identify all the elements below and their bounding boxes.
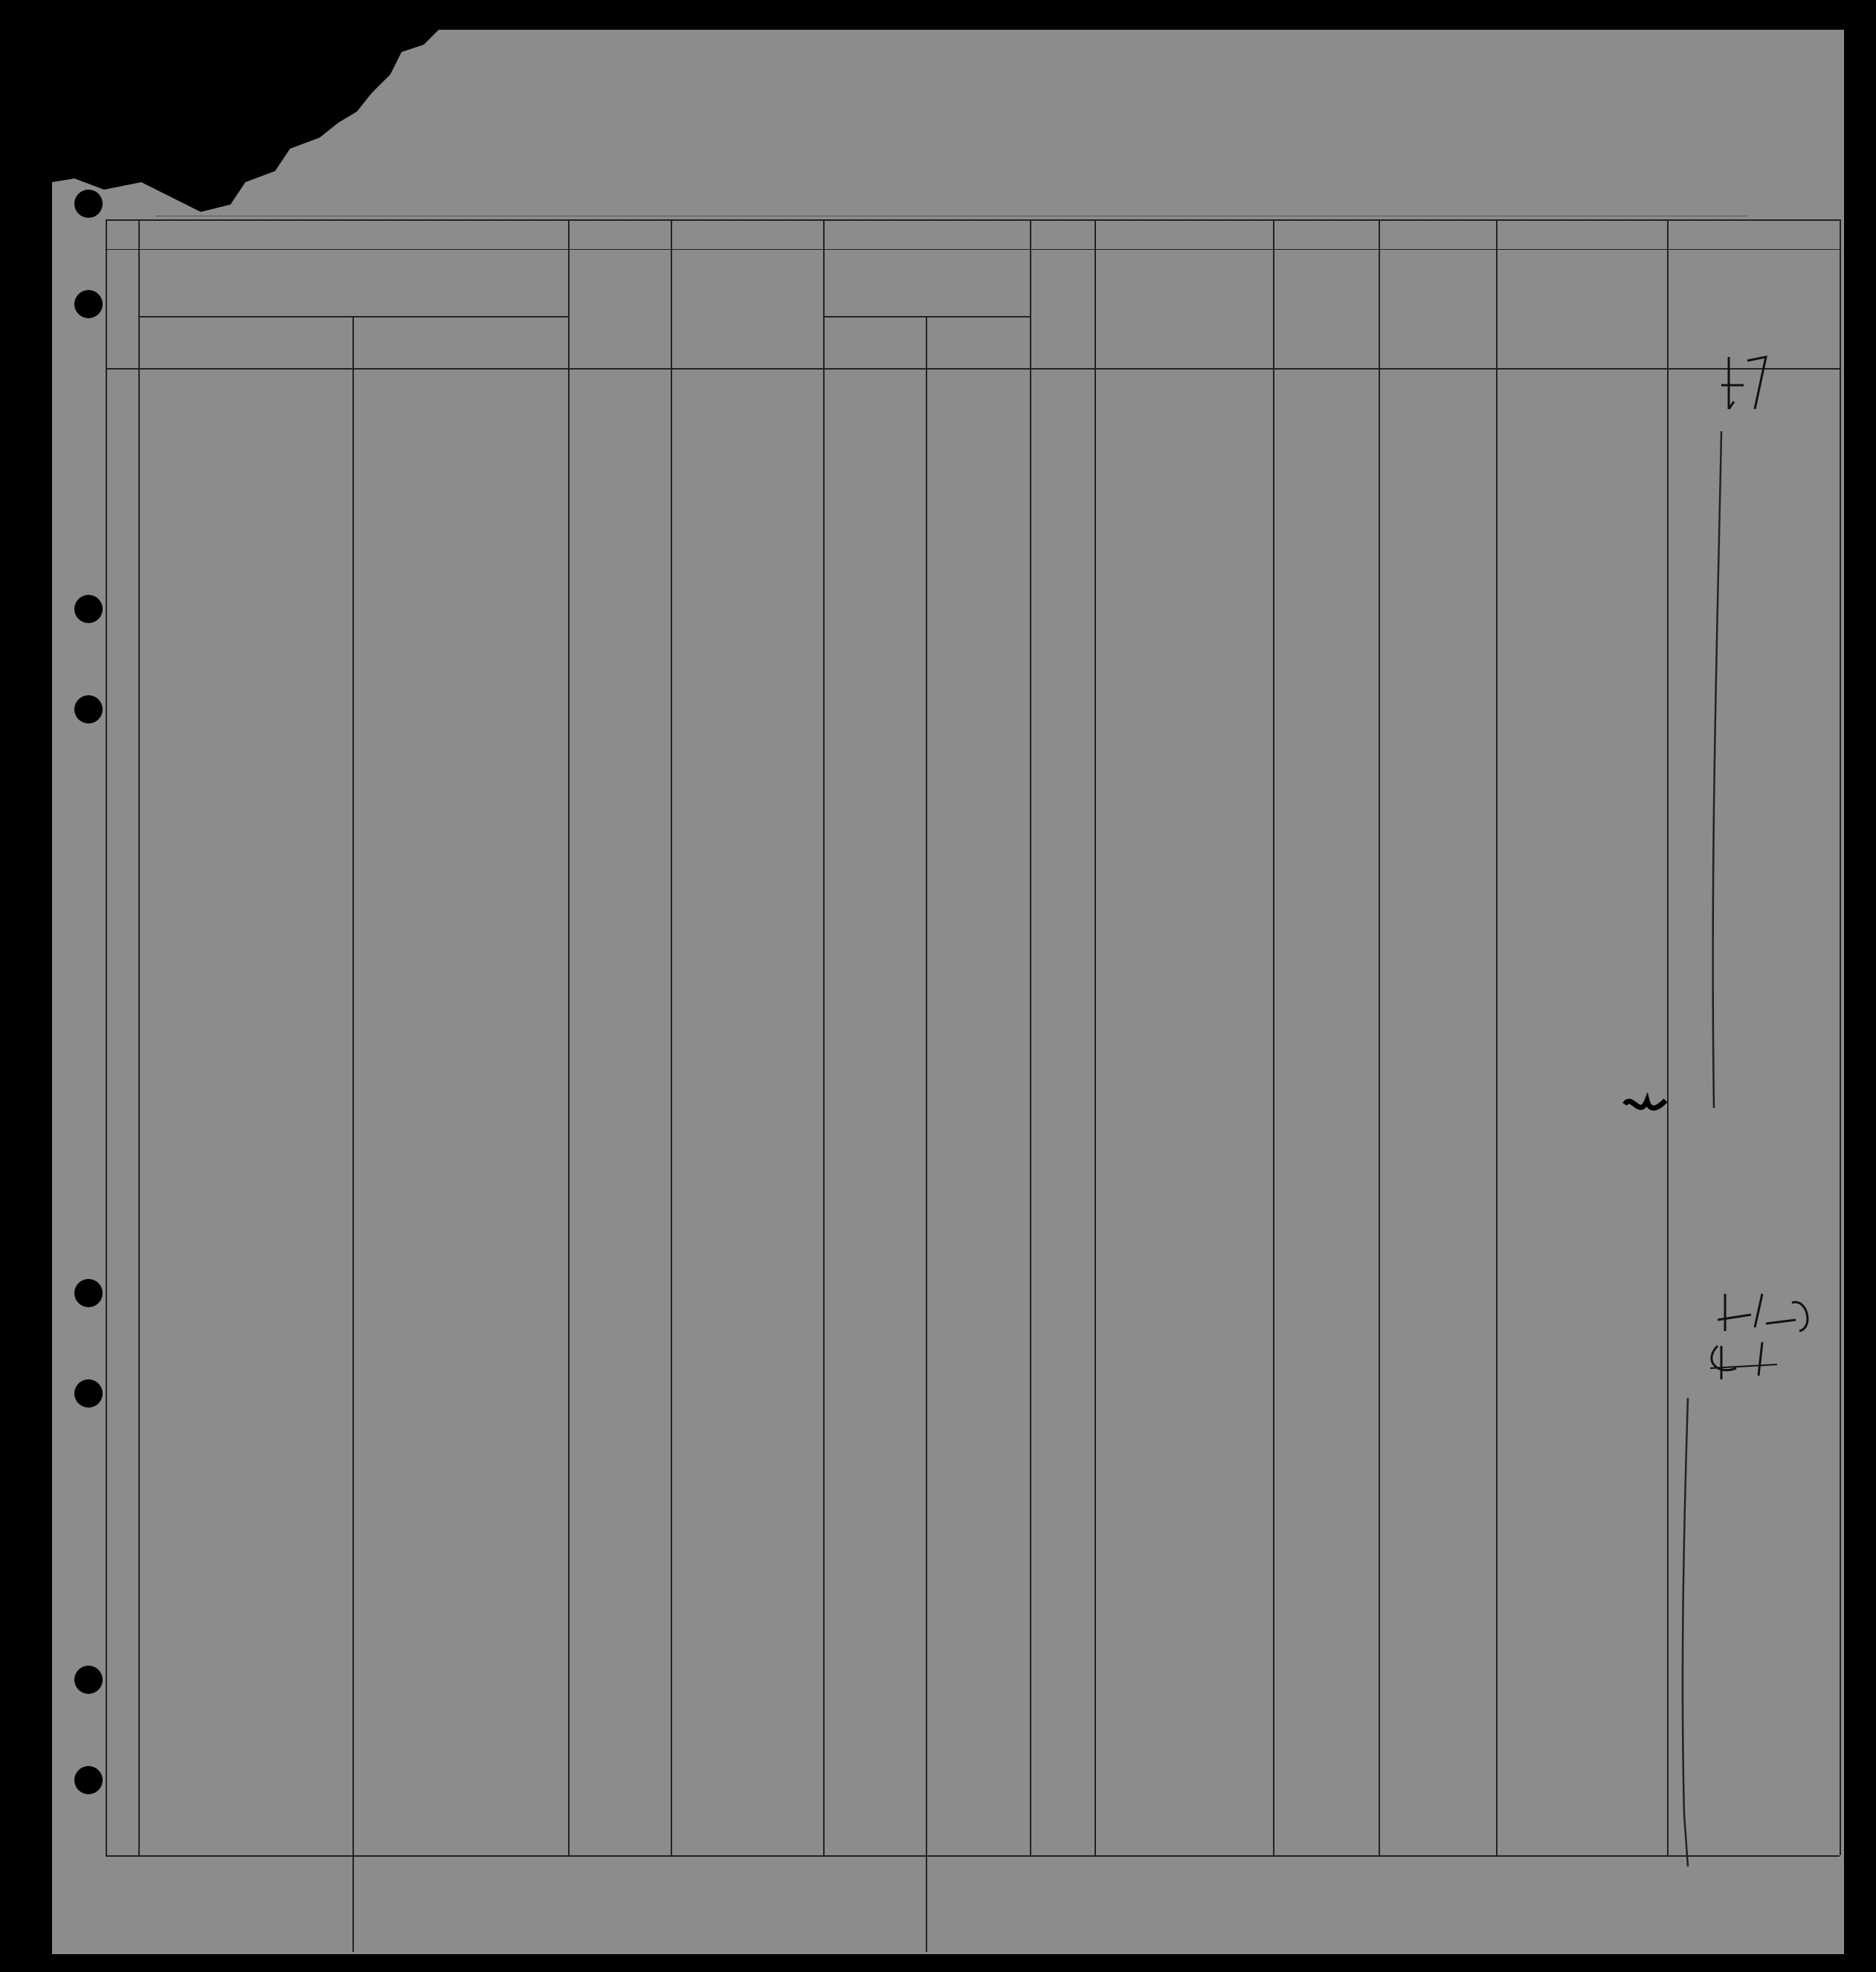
manifest-page bbox=[52, 30, 1844, 1954]
footer bbox=[52, 1855, 1844, 1922]
action-signatures bbox=[52, 30, 1844, 1954]
